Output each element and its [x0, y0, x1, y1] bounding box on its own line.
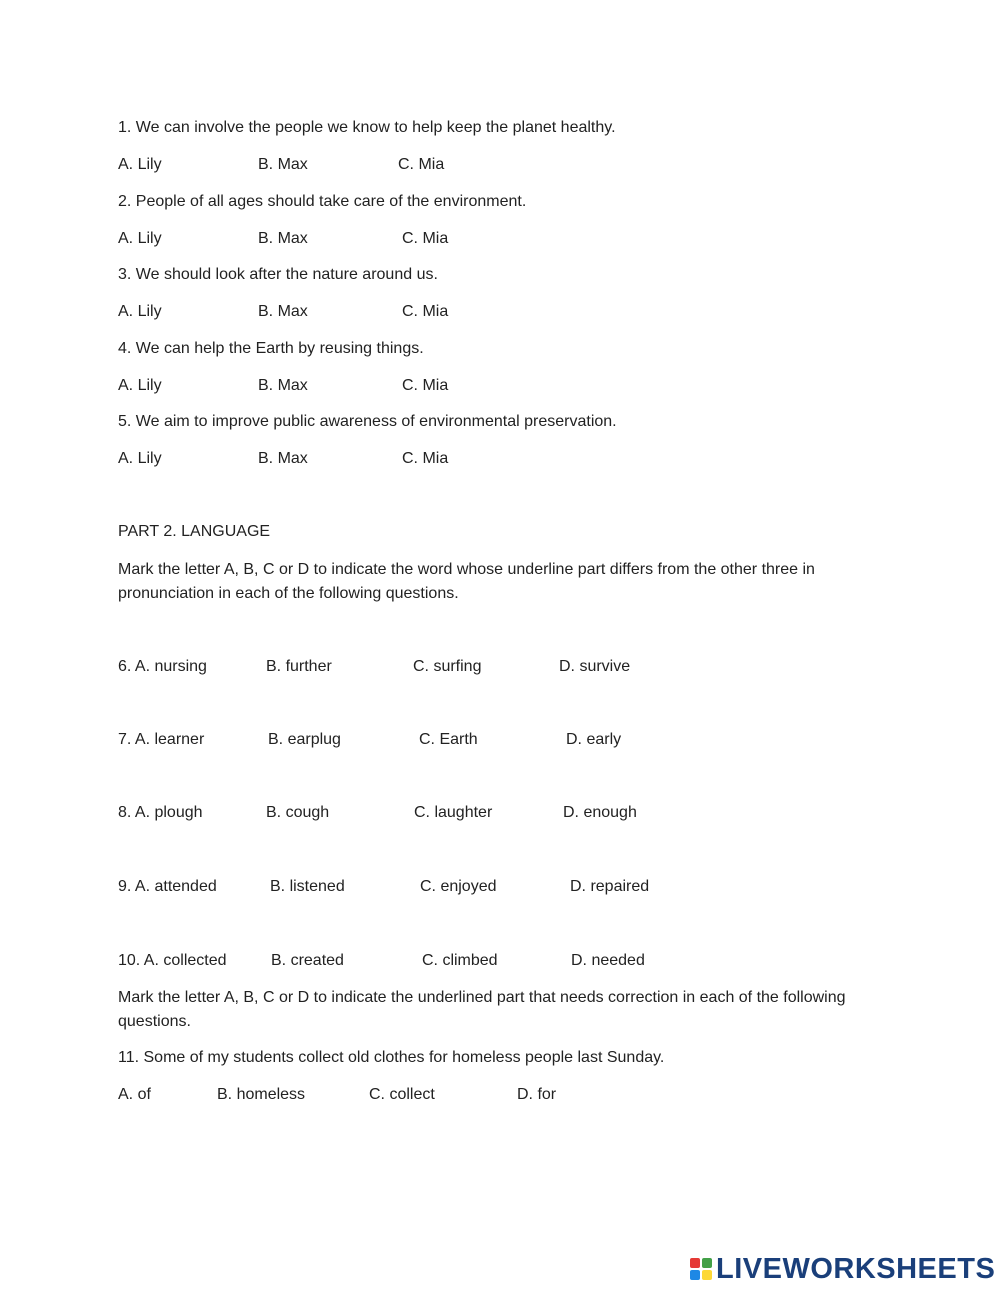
option-a: A. of — [118, 1086, 151, 1103]
option-c: C. Mia — [398, 156, 445, 173]
option-b: B. Max — [258, 156, 308, 173]
question-text: 4. We can help the Earth by reusing things. — [118, 340, 424, 357]
option-a: A. Lily — [118, 303, 162, 320]
logo-mark-square — [702, 1258, 712, 1268]
option-b: B. created — [271, 952, 344, 969]
logo-mark-square — [690, 1270, 700, 1280]
option-c: C. Earth — [419, 731, 478, 748]
instruction-pronunciation: Mark the letter A, B, C or D to indicate the word whose underline part differs from the other three in pronunciation in each of the following questions. — [118, 561, 815, 602]
option-a: A. Lily — [118, 230, 162, 247]
question-text: 1. We can involve the people we know to help keep the planet healthy. — [118, 119, 616, 136]
option-c: C. Mia — [402, 303, 449, 320]
option-a: 8. A. plough — [118, 804, 203, 821]
logo-mark-square — [690, 1258, 700, 1268]
option-d: D. survive — [559, 658, 631, 675]
option-d: D. enough — [563, 804, 637, 821]
option-b: B. Max — [258, 450, 308, 467]
liveworksheets-logo — [690, 1254, 995, 1284]
option-c: C. Mia — [402, 450, 449, 467]
section-heading: PART 2. LANGUAGE — [118, 523, 271, 540]
option-c: C. climbed — [422, 952, 498, 969]
question-text: 5. We aim to improve public awareness of environmental preservation. — [118, 413, 617, 430]
instruction-correction: Mark the letter A, B, C or D to indicate the underlined part that needs correction in each of the following questions. — [118, 989, 846, 1030]
option-a: 9. A. attended — [118, 878, 217, 895]
option-c: C. Mia — [402, 377, 449, 394]
logo-text: LIVEWORKSHEETS — [716, 1253, 996, 1285]
option-a: 7. A. learner — [118, 731, 205, 748]
option-b: B. further — [266, 658, 332, 675]
option-a: 10. A. collected — [118, 952, 227, 969]
option-b: B. Max — [258, 377, 308, 394]
option-b: B. cough — [266, 804, 330, 821]
option-b: B. homeless — [217, 1086, 306, 1103]
option-a: A. Lily — [118, 450, 162, 467]
option-c: C. surfing — [413, 658, 482, 675]
question-text: 3. We should look after the nature around us. — [118, 266, 438, 283]
option-c: C. laughter — [414, 804, 493, 821]
logo-mark-square — [702, 1270, 712, 1280]
option-d: D. early — [566, 731, 622, 748]
option-a: A. Lily — [118, 156, 162, 173]
logo-mark-icon — [690, 1258, 712, 1280]
option-d: D. needed — [571, 952, 645, 969]
option-d: D. repaired — [570, 878, 650, 895]
option-a: A. Lily — [118, 377, 162, 394]
option-c: C. Mia — [402, 230, 449, 247]
option-c: C. collect — [369, 1086, 435, 1103]
option-c: C. enjoyed — [420, 878, 497, 895]
option-b: B. Max — [258, 303, 308, 320]
option-b: B. earplug — [268, 731, 341, 748]
question-text: 2. People of all ages should take care of the environment. — [118, 193, 527, 210]
option-a: 6. A. nursing — [118, 658, 207, 675]
option-b: B. Max — [258, 230, 308, 247]
option-b: B. listened — [270, 878, 345, 895]
option-d: D. for — [517, 1086, 557, 1103]
question-text: 11. Some of my students collect old clothes for homeless people last Sunday. — [118, 1049, 665, 1066]
